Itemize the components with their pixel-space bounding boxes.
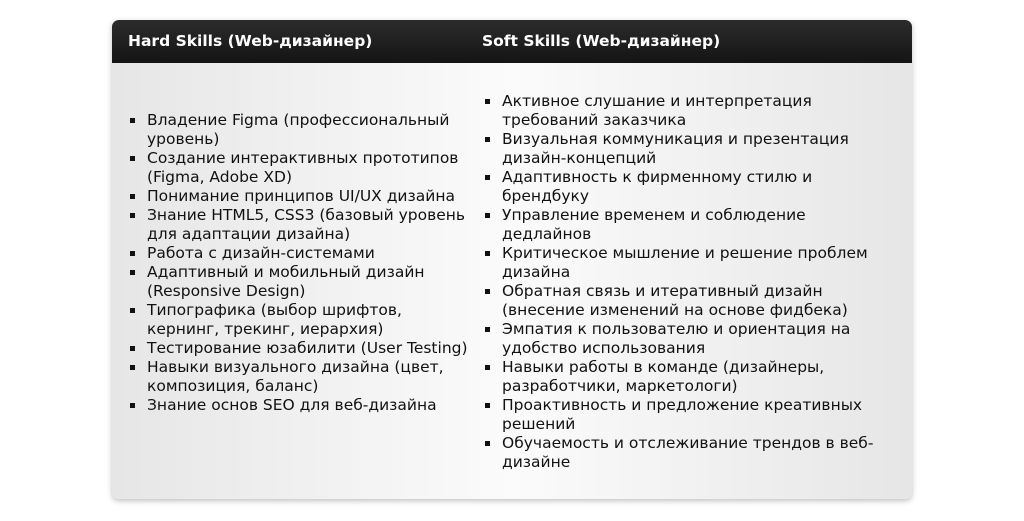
skills-table-card (112, 20, 912, 499)
list-item-text: Навыки визуального дизайна (цвет, композиция, баланс) (147, 358, 444, 395)
list-item-text: Управление временем и соблюдение дедлайнов (502, 206, 806, 243)
list-item (129, 396, 474, 415)
square-bullet-icon (485, 441, 490, 446)
list-item (484, 92, 894, 130)
list-item (129, 339, 474, 358)
list-item-text: Владение Figma (профессиональный уровень) (147, 111, 450, 148)
list-item (484, 320, 894, 358)
soft-skills-column (484, 92, 894, 472)
square-bullet-icon (485, 137, 490, 142)
list-item-text: Типографика (выбор шрифтов, кернинг, трекинг, иерархия) (147, 301, 402, 338)
list-item (484, 130, 894, 168)
list-item (129, 244, 474, 263)
list-item-text: Эмпатия к пользователю и ориентация на удобство использования (502, 320, 851, 357)
list-item-text: Обратная связь и итеративный дизайн (внесение изменений на основе фидбека) (502, 282, 848, 319)
square-bullet-icon (485, 327, 490, 332)
square-bullet-icon (485, 213, 490, 218)
square-bullet-icon (130, 213, 135, 218)
list-item (484, 434, 894, 472)
list-item-text: Знание основ SEO для веб-дизайна (147, 396, 437, 414)
list-item (129, 206, 474, 244)
square-bullet-icon (130, 118, 135, 123)
hard-skills-list (129, 111, 474, 415)
list-item (129, 301, 474, 339)
soft-skills-list (484, 92, 894, 472)
list-item-text: Адаптивный и мобильный дизайн (Responsive Design) (147, 263, 425, 300)
list-item (484, 396, 894, 434)
list-item-text: Адаптивность к фирменному стилю и брендбуку (502, 168, 813, 205)
list-item (484, 168, 894, 206)
list-item (129, 263, 474, 301)
list-item (129, 111, 474, 149)
square-bullet-icon (485, 289, 490, 294)
list-item (484, 282, 894, 320)
square-bullet-icon (130, 308, 135, 313)
square-bullet-icon (130, 346, 135, 351)
list-item-text: Проактивность и предложение креативных решений (502, 396, 863, 433)
list-item-text: Обучаемость и отслеживание трендов в веб-дизайне (502, 434, 874, 471)
list-item (484, 206, 894, 244)
list-item-text: Работа с дизайн-системами (147, 244, 375, 262)
list-item-text: Тестирование юзабилити (User Testing) (147, 339, 468, 357)
square-bullet-icon (485, 175, 490, 180)
list-item-text: Знание HTML5, CSS3 (базовый уровень для адаптации дизайна) (147, 206, 466, 243)
list-item (129, 187, 474, 206)
square-bullet-icon (130, 251, 135, 256)
square-bullet-icon (130, 194, 135, 199)
square-bullet-icon (130, 156, 135, 161)
list-item (129, 358, 474, 396)
square-bullet-icon (485, 99, 490, 104)
soft-skills-heading: Soft Skills (Web-дизайнер) (482, 32, 721, 50)
list-item-text: Визуальная коммуникация и презентация дизайн-концепций (502, 130, 849, 167)
list-item-text: Активное слушание и интерпретация требований заказчика (502, 92, 812, 129)
list-item-text: Навыки работы в команде (дизайнеры, разработчики, маркетологи) (502, 358, 825, 395)
square-bullet-icon (130, 270, 135, 275)
hard-skills-heading: Hard Skills (Web-дизайнер) (128, 32, 373, 50)
list-item (484, 244, 894, 282)
list-item-text: Понимание принципов UI/UX дизайна (147, 187, 455, 205)
square-bullet-icon (130, 403, 135, 408)
list-item-text: Создание интерактивных прототипов (Figma, Adobe XD) (147, 149, 459, 186)
list-item (129, 149, 474, 187)
list-item-text: Критическое мышление и решение проблем дизайна (502, 244, 868, 281)
hard-skills-column (129, 111, 474, 415)
square-bullet-icon (485, 251, 490, 256)
list-item (484, 358, 894, 396)
square-bullet-icon (485, 365, 490, 370)
square-bullet-icon (130, 365, 135, 370)
table-header (112, 20, 912, 63)
square-bullet-icon (485, 403, 490, 408)
